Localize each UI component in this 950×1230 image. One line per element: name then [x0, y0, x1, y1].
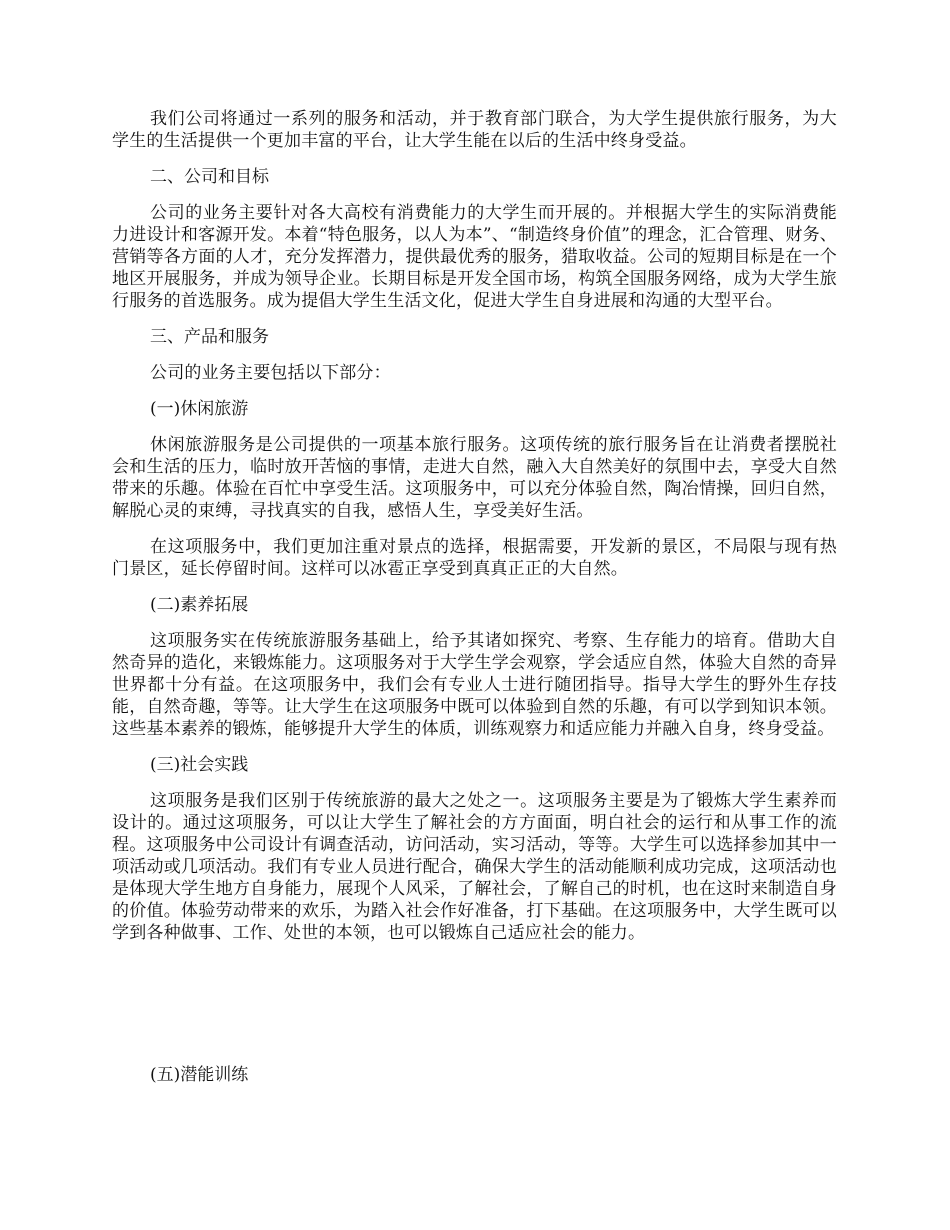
section-heading-products-services: 三、产品和服务	[150, 327, 269, 347]
paragraph-business-parts: 公司的业务主要包括以下部分：	[150, 363, 391, 383]
paragraph-quality-expansion: 这项服务实在传统旅游服务基础上，给予其诸如探究、考察、生存能力的培育。借助大自然奇异的造化，来锻炼能力。这项服务对于大学生学会观察，学会适应自然，体验大自然的奇异世界都十分有益。在这项服务中，我们会有专业人士进行随团指导。指导大学生的野外生存技能，自然奇趣，等等。让大学生在这项服务中既可以体验到自然的乐趣，有可以学到知识本领。这些基本素养的锻炼，能够提升大学生的体质，训练观察力和适应能力并融入自身，终身受益。	[112, 631, 837, 739]
subheading-leisure-travel: (一)休闲旅游	[150, 399, 249, 419]
subheading-quality-expansion: (二)素养拓展	[150, 595, 249, 615]
paragraph-company-goals: 公司的业务主要针对各大高校有消费能力的大学生而开展的。并根据大学生的实际消费能力进设计和客源开发。本着“特色服务，以人为本”、“制造终身价值”的理念，汇合管理、财务、营销等各方面的人才，充分发挥潜力，提供最优秀的服务，猎取收益。公司的短期目标是在一个地区开展服务，并成为领导企业。长期目标是开发全国市场，构筑全国服务网络，成为大学生旅行服务的首选服务。成为提倡大学生生活文化，促进大学生自身进展和沟通的大型平台。	[112, 203, 837, 311]
paragraph-intro: 我们公司将通过一系列的服务和活动，并于教育部门联合，为大学生提供旅行服务，为大学生的生活提供一个更加丰富的平台，让大学生能在以后的生活中终身受益。	[112, 109, 837, 151]
paragraph-social-practice: 这项服务是我们区别于传统旅游的最大之处之一。这项服务主要是为了锻炼大学生素养而设计的。通过这项服务，可以让大学生了解社会的方方面面，明白社会的运行和从事工作的流程。这项服务中公司设计有调查活动，访问活动，实习活动，等等。大学生可以选择参加其中一项活动或几项活动。我们有专业人员进行配合，确保大学生的活动能顺利成功完成，这项活动也是体现大学生地方自身能力，展现个人风采，了解社会，了解自己的时机，也在这时来制造自身的价值。体验劳动带来的欢乐，为踏入社会作好准备，打下基础。在这项服务中，大学生既可以学到各种做事、工作、处世的本领，也可以锻炼自己适应社会的能力。	[112, 791, 837, 943]
section-heading-company-goals: 二、公司和目标	[150, 167, 269, 187]
blank-space	[112, 958, 837, 1064]
paragraph-leisure-travel-1: 休闲旅游服务是公司提供的一项基本旅行服务。这项传统的旅行服务旨在让消费者摆脱社会和生活的压力，临时放开苦恼的事情，走进大自然，融入大自然美好的氛围中去，享受大自然带来的乐趣。体验在百忙中享受生活。这项服务中，可以充分体验自然，陶冶情操，回归自然，解脱心灵的束缚，寻找真实的自我，感悟人生，享受美好生活。	[112, 435, 837, 521]
subheading-potential-training: (五)潜能训练	[150, 1065, 249, 1085]
document-page	[112, 108, 837, 1100]
subheading-social-practice: (三)社会实践	[150, 755, 249, 775]
paragraph-leisure-travel-2: 在这项服务中，我们更加注重对景点的选择，根据需要，开发新的景区，不局限与现有热门景区，延长停留时间。这样可以冰雹正享受到真真正正的大自然。	[112, 537, 837, 579]
